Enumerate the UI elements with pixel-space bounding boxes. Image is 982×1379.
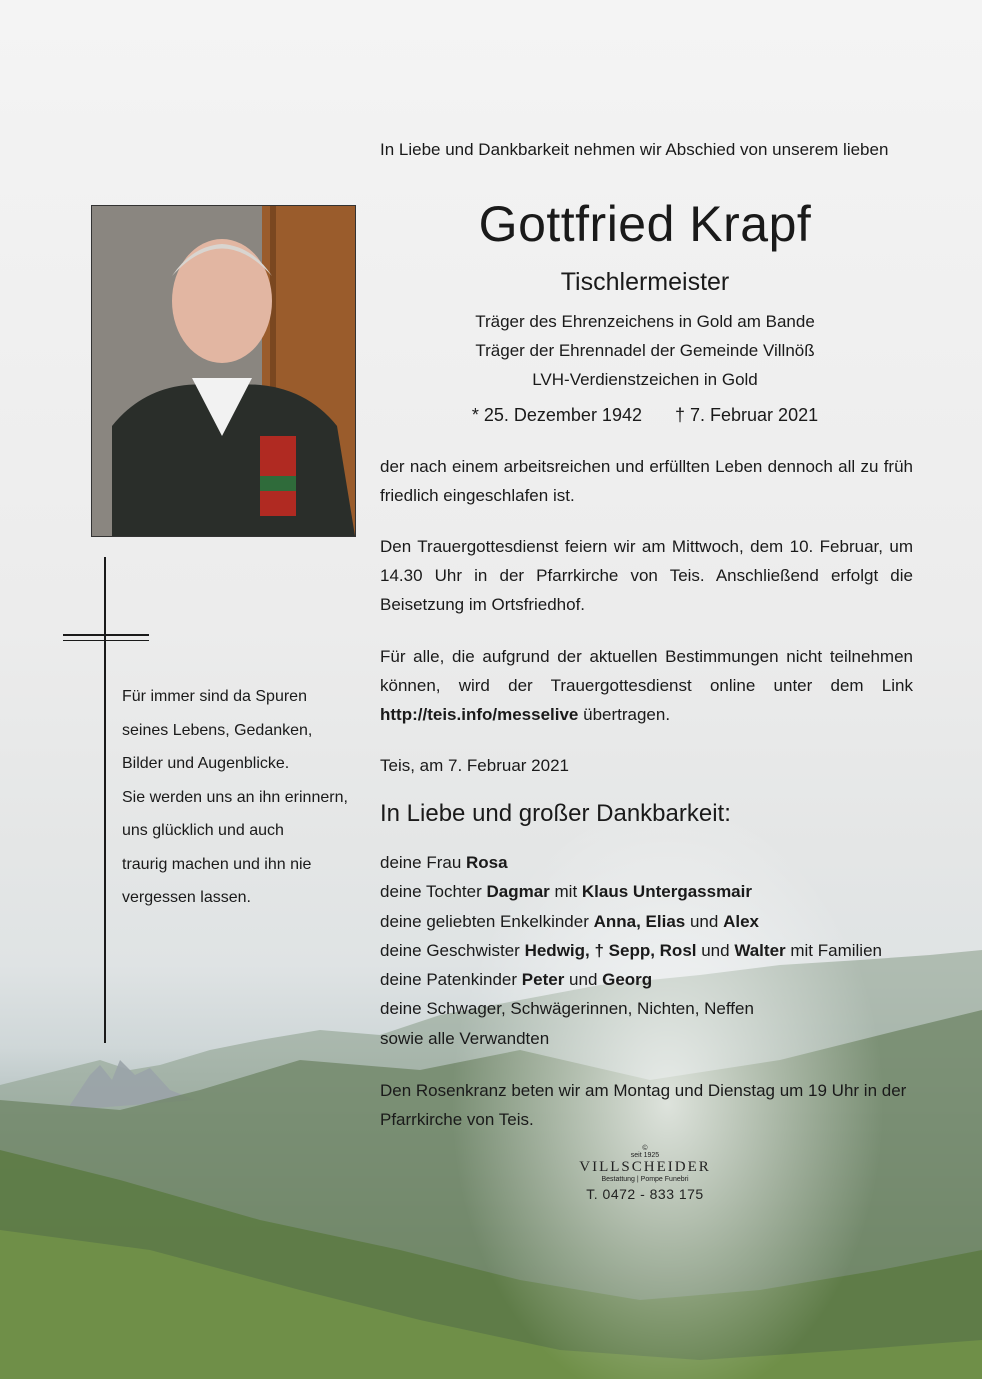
cross-bar xyxy=(63,634,149,636)
rosary-notice: Den Rosenkranz beten wir am Montag und Dienstag um 19 Uhr in der Pfarrkirche von Teis. xyxy=(380,1081,907,1129)
paragraph-passing: der nach einem arbeitsreichen und erfüllten Leben dennoch all zu früh friedlich eingeschlafen ist. xyxy=(380,457,913,505)
birth-date: * 25. Dezember 1942 xyxy=(471,405,642,425)
honor-item: Träger des Ehrenzeichens in Gold am Bande xyxy=(475,312,815,331)
profession: Tischlermeister xyxy=(560,268,730,296)
intro-line: In Liebe und Dankbarkeit nehmen wir Abschied von unserem lieben xyxy=(380,140,889,159)
mourner-line: deine Frau Rosa xyxy=(380,853,508,872)
poem-line: traurig machen und ihn nie xyxy=(122,855,312,873)
mourner-line: deine Tochter Dagmar mit Klaus Untergassmair xyxy=(380,882,752,902)
mourner-line: deine Patenkinder Peter und Georg xyxy=(380,970,653,990)
death-date: † 7. Februar 2021 xyxy=(675,405,819,425)
place-date: Teis, am 7. Februar 2021 xyxy=(380,756,569,775)
logo-brand: VILLSCHEIDER xyxy=(579,1159,711,1175)
poem-line: uns glücklich und auch xyxy=(122,822,284,839)
paragraph-funeral-service: Den Trauergottesdienst feiern wir am Mittwoch, dem 10. Februar, um 14.30 Uhr in der Pfarrkirche von Teis. Anschließend erfolgt die Beisetzung im Ortsfriedhof. xyxy=(380,537,913,614)
logo-copyright: © xyxy=(642,1145,648,1152)
poem-line: Für immer sind da Spuren xyxy=(122,688,307,705)
life-dates xyxy=(380,405,910,426)
logo-subtitle: Bestattung | Pompe Funebri xyxy=(601,1176,689,1183)
cross-bar xyxy=(63,640,149,641)
funeral-home-logo xyxy=(560,1145,730,1202)
honor-item: Träger der Ehrennadel der Gemeinde Villnöß xyxy=(475,341,815,360)
poem-line: vergessen lassen. xyxy=(122,889,251,906)
mourner-line: deine geliebten Enkelkinder Anna, Elias und Alex xyxy=(380,911,759,931)
portrait-photo xyxy=(91,205,356,537)
mourners-list xyxy=(380,848,940,1053)
deceased-name: Gottfried Krapf xyxy=(478,196,812,252)
livestream-link[interactable]: http://teis.info/messelive xyxy=(380,705,579,724)
poem-line: seines Lebens, Gedanken, xyxy=(122,721,313,739)
logo-since: seit 1925 xyxy=(630,1152,660,1159)
livestream-text: Für alle, die aufgrund der aktuellen Bestimmungen nicht teilnehmen können, wird der Trauergottesdienst online unter dem Link xyxy=(380,647,913,695)
logo-phone: T. 0472 - 833 175 xyxy=(586,1186,704,1202)
livestream-text-end: übertragen. xyxy=(578,705,671,724)
mourners-heading: In Liebe und großer Dankbarkeit: xyxy=(380,800,731,827)
mourner-line: deine Schwager, Schwägerinnen, Nichten, Neffen xyxy=(380,999,754,1019)
paragraph-livestream xyxy=(380,642,913,729)
mourner-line: deine Geschwister Hedwig, † Sepp, Rosl und Walter mit Familien xyxy=(380,940,882,960)
mourner-line: sowie alle Verwandten xyxy=(380,1028,550,1048)
cross-icon xyxy=(104,557,106,1043)
memorial-poem xyxy=(122,680,362,915)
poem-line: Sie werden uns an ihn erinnern, xyxy=(122,788,348,806)
honors-list xyxy=(380,307,910,394)
poem-line: Bilder und Augenblicke. xyxy=(122,755,290,772)
honor-item: LVH-Verdienstzeichen in Gold xyxy=(532,370,758,389)
